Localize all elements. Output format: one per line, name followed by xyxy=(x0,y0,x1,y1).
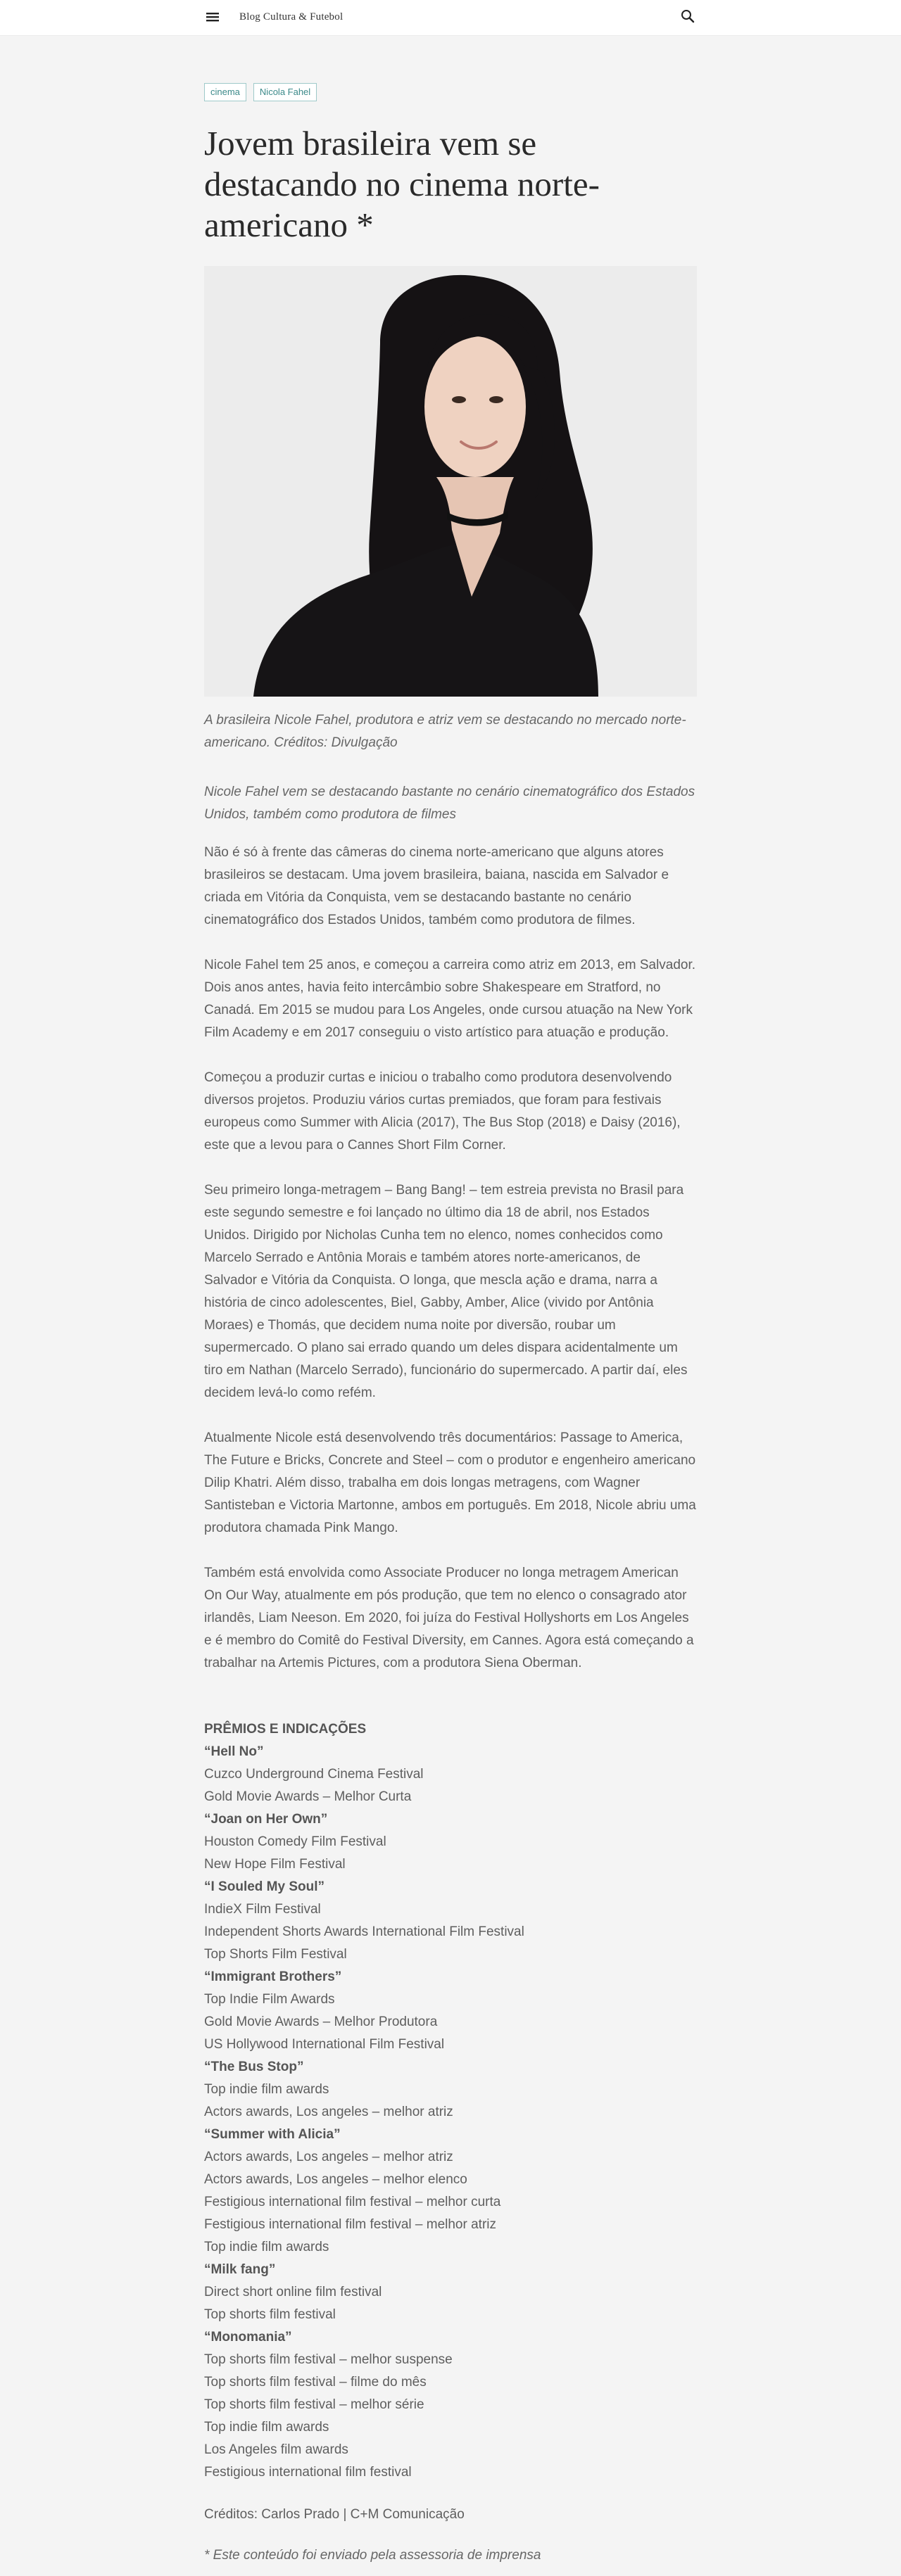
hamburger-menu-icon[interactable] xyxy=(206,10,220,24)
top-bar xyxy=(0,0,901,36)
paragraph: Começou a produzir curtas e iniciou o trabalho como produtora desenvolvendo diversos projetos. Produziu vários curtas premiados, que foram para festivais europeus como Summer with Alicia (2017), The Bus Stop (2018) e Daisy (2016), este que a levou para o Cannes Short Film Corner. xyxy=(204,1070,681,1153)
award-item: Actors awards, Los angeles – melhor atriz xyxy=(204,2150,453,2164)
award-item: Top shorts film festival – filme do mês xyxy=(204,2375,427,2390)
award-film-title: “Monomania” xyxy=(204,2330,292,2345)
award-item: Top indie film awards xyxy=(204,2240,329,2254)
award-item: Gold Movie Awards – Melhor Curta xyxy=(204,1789,412,1804)
award-item: Los Angeles film awards xyxy=(204,2442,348,2457)
site-title[interactable]: Blog Cultura & Futebol xyxy=(239,11,344,23)
award-item: Gold Movie Awards – Melhor Produtora xyxy=(204,2015,438,2029)
award-item: Festigious international film festival – melhor atriz xyxy=(204,2217,497,2232)
article-footnote: * Este conteúdo foi enviado pela assessoria de imprensa xyxy=(204,2548,541,2563)
award-film-title: “The Bus Stop” xyxy=(204,2060,304,2074)
tag-cinema[interactable]: cinema xyxy=(204,83,246,101)
tag-nicola-fahel[interactable]: Nicola Fahel xyxy=(253,83,317,101)
image-caption: A brasileira Nicole Fahel, produtora e atriz vem se destacando no mercado norte-americano. Créditos: Divulgação xyxy=(204,713,686,750)
award-item: Independent Shorts Awards International Film Festival xyxy=(204,1924,524,1939)
award-item: Festigious international film festival xyxy=(204,2465,412,2480)
award-film-title: “Hell No” xyxy=(204,1744,264,1759)
award-item: Houston Comedy Film Festival xyxy=(204,1834,386,1849)
award-item: Top indie film awards xyxy=(204,2420,329,2435)
award-film-title: “Milk fang” xyxy=(204,2262,276,2277)
paragraph: Nicole Fahel tem 25 anos, e começou a carreira como atriz em 2013, em Salvador. Dois anos antes, havia feito intercâmbio sobre Shakespeare em Stratford, no Canadá. Em 2015 se mudou para Los Angeles, onde cursou atuação na New York Film Academy e em 2017 conseguiu o visto artístico para atuação e produção. xyxy=(204,958,696,1040)
award-item: Top shorts film festival xyxy=(204,2307,336,2322)
award-item: Direct short online film festival xyxy=(204,2285,382,2299)
awards-section xyxy=(204,1718,697,2484)
article-lead: Nicole Fahel vem se destacando bastante no cenário cinematográfico dos Estados Unidos, também como produtora de filmes xyxy=(204,785,695,822)
portrait-illustration xyxy=(204,266,697,697)
paragraph: Seu primeiro longa-metragem – Bang Bang! – tem estreia prevista no Brasil para este segundo semestre e foi lançado no último dia 18 de abril, nos Estados Unidos. Dirigido por Nicholas Cunha tem no elenco, nomes conhecidos como Marcelo Serrado e Antônia Morais e também atores norte-americanos, de Salvador e Vitória da Conquista. O longa, que mescla ação e drama, narra a história de cinco adolescentes, Biel, Gabby, Amber, Alice (vivido por Antônia Moraes) e Thomás, que decidem numa noite por diversão, roubar um supermercado. O plano sai errado quando um deles dispara acidentalmente um tiro em Nathan (Marcelo Serrado), funcionário do supermercado. A partir daí, eles decidem levá-lo como refém. xyxy=(204,1183,688,1400)
article-credits: Créditos: Carlos Prado | C+M Comunicação xyxy=(204,2507,465,2522)
paragraph: Atualmente Nicole está desenvolvendo três documentários: Passage to America, The Future e Bricks, Concrete and Steel – com o produtor e engenheiro americano Dilip Khatri. Além disso, trabalha em dois longas metragens, com Wagner Santisteban e Victoria Martonne, ambos em português. Em 2018, Nicole abriu uma produtora chamada Pink Mango. xyxy=(204,1430,696,1535)
award-item: IndieX Film Festival xyxy=(204,1902,321,1917)
award-item: Festigious international film festival – melhor curta xyxy=(204,2195,501,2209)
award-film-title: “Immigrant Brothers” xyxy=(204,1969,342,1984)
award-item: Cuzco Underground Cinema Festival xyxy=(204,1767,424,1782)
award-item: US Hollywood International Film Festival xyxy=(204,2037,445,2052)
search-icon[interactable] xyxy=(680,8,695,24)
award-item: Actors awards, Los angeles – melhor elenco xyxy=(204,2172,467,2187)
award-film-title: “Joan on Her Own” xyxy=(204,1812,328,1827)
award-item: Top shorts film festival – melhor suspense xyxy=(204,2352,453,2367)
article-body xyxy=(204,842,697,1697)
tag-list xyxy=(204,83,317,101)
paragraph: Também está envolvida como Associate Producer no longa metragem American On Our Way, atualmente em pós produção, que tem no elenco o consagrado ator irlandês, Liam Neeson. Em 2020, foi juíza do Festival Hollyshorts em Los Angeles e é membro do Comitê do Festival Diversity, em Cannes. Agora está começando a trabalhar na Artemis Pictures, com a produtora Siena Oberman. xyxy=(204,1566,694,1670)
award-item: New Hope Film Festival xyxy=(204,1857,346,1872)
article-title: Jovem brasileira vem se destacando no cinema norte-americano * xyxy=(204,124,600,244)
award-item: Actors awards, Los angeles – melhor atriz xyxy=(204,2105,453,2119)
paragraph: Não é só à frente das câmeras do cinema norte-americano que alguns atores brasileiros se destacam. Uma jovem brasileira, baiana, nascida em Salvador e criada em Vitória da Conquista, vem se destacando bastante no cenário cinematográfico dos Estados Unidos, também como produtora de filmes. xyxy=(204,845,669,927)
award-item: Top Indie Film Awards xyxy=(204,1992,335,2007)
award-item: Top Shorts Film Festival xyxy=(204,1947,347,1962)
article-photo xyxy=(204,266,697,697)
awards-heading: PRÊMIOS E INDICAÇÕES xyxy=(204,1722,367,1737)
award-item: Top indie film awards xyxy=(204,2082,329,2097)
award-item: Top shorts film festival – melhor série xyxy=(204,2397,424,2412)
award-film-title: “I Souled My Soul” xyxy=(204,1879,325,1894)
award-film-title: “Summer with Alicia” xyxy=(204,2127,341,2142)
